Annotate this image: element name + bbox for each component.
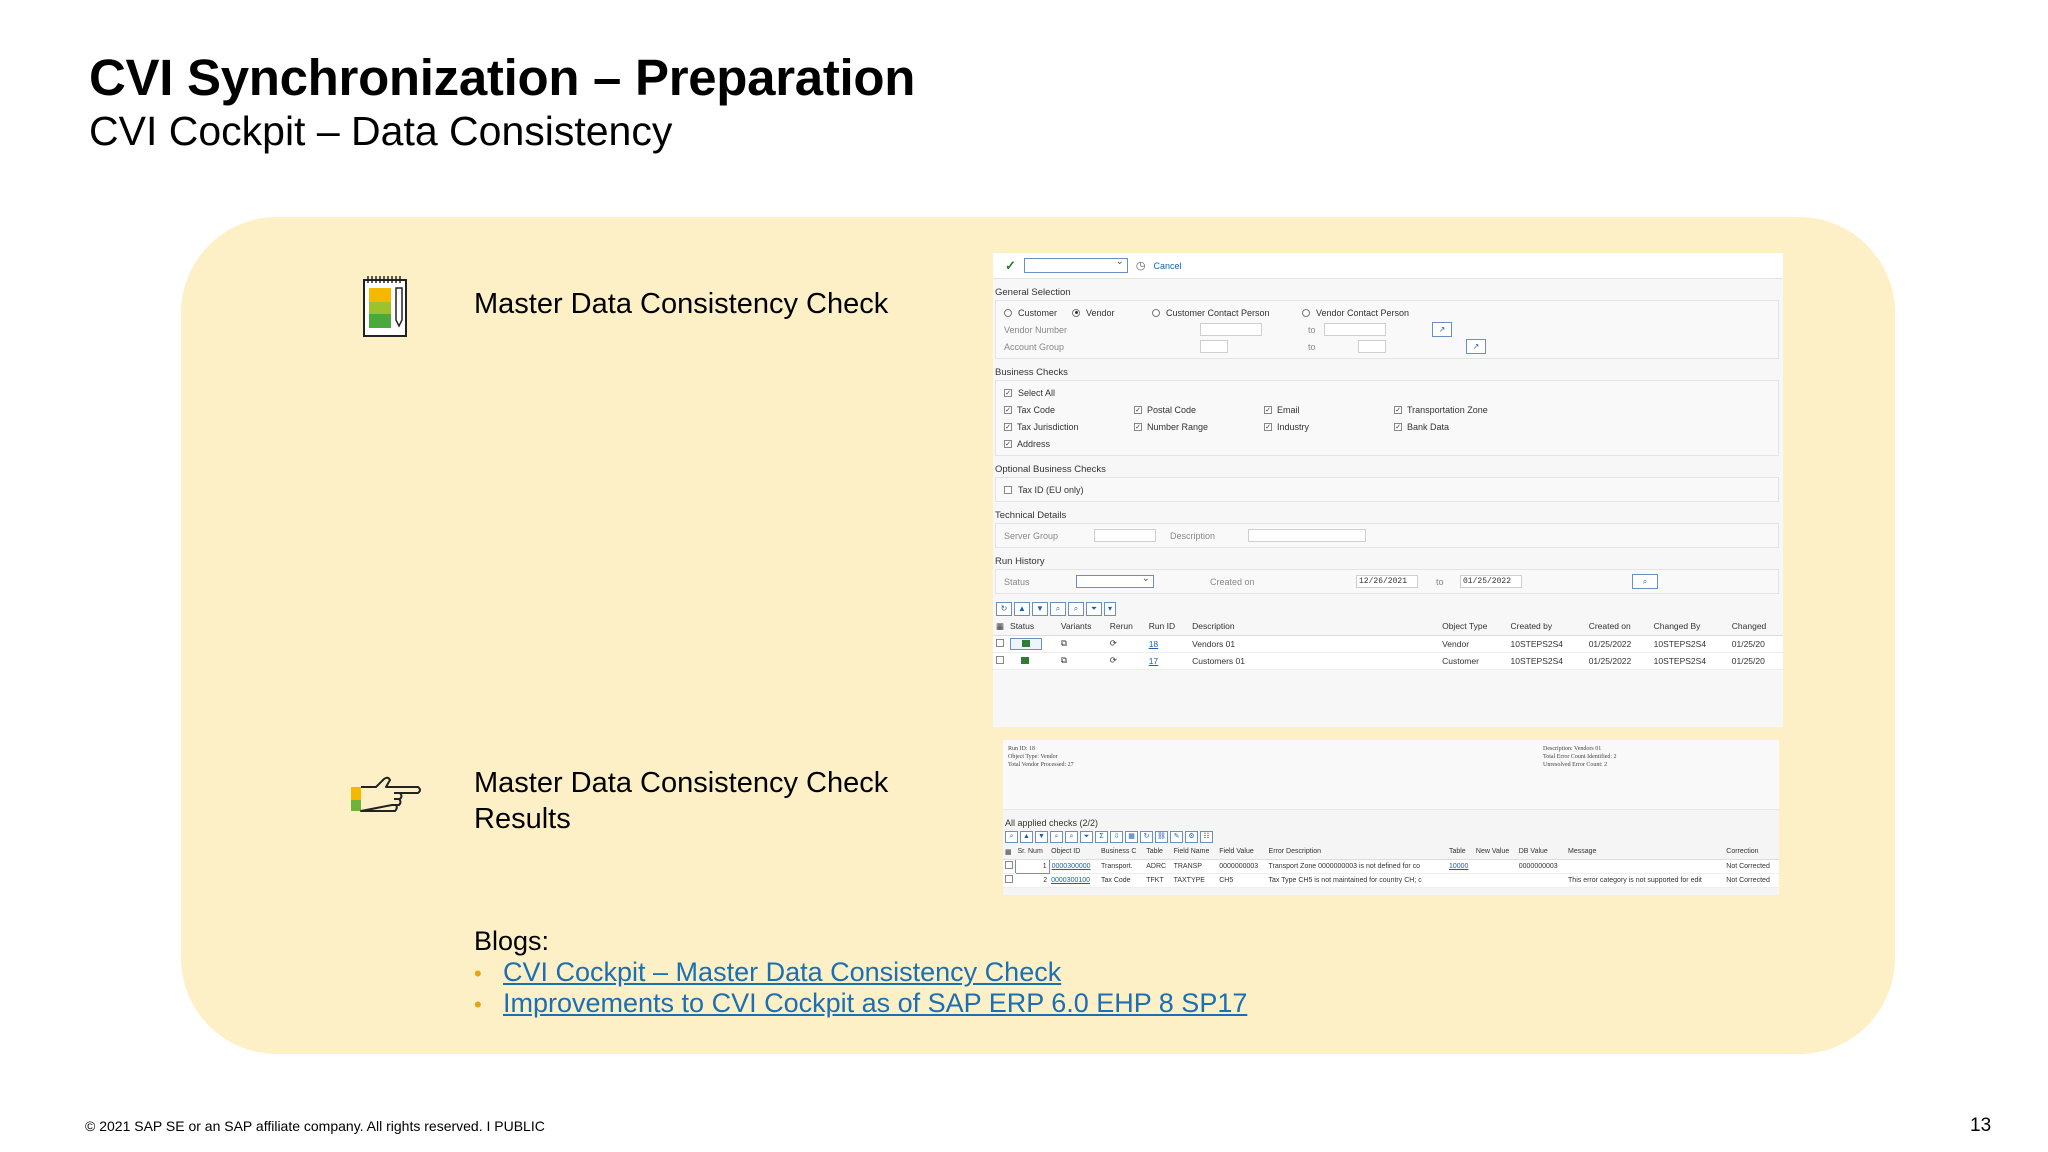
- copyright-footer: © 2021 SAP SE or an SAP affiliate company. All rights reserved. I PUBLIC: [85, 1118, 545, 1134]
- checkbox-number-range[interactable]: ✓: [1135, 423, 1141, 431]
- pointing-hand-icon: [350, 773, 424, 815]
- checkbox-address[interactable]: ✓: [1005, 440, 1011, 448]
- sort-ascending-icon[interactable]: ▲: [1014, 602, 1030, 616]
- vendor-number-label: Vendor Number: [1004, 324, 1068, 335]
- list-item: [474, 957, 1247, 988]
- radio-customer[interactable]: [1004, 309, 1012, 317]
- checkbox-tax-id[interactable]: [1004, 486, 1012, 494]
- sort-descending-icon[interactable]: ▼: [1035, 831, 1048, 843]
- list-item: [474, 988, 1247, 1019]
- table-row[interactable]: 2 0000300100 Tax Code TFKT TAXTYPE CH5 Tax Type CH5 is not maintained for country CH; c This error category is not supported for edit Not Corrected: [1003, 873, 1779, 887]
- run-history-title: Run History: [995, 556, 1045, 567]
- refresh-icon[interactable]: ↻: [1140, 831, 1153, 843]
- rerun-icon[interactable]: ⟳: [1107, 652, 1146, 669]
- technical-details-box: Server Group Description: [995, 523, 1779, 548]
- account-group-label: Account Group: [1004, 341, 1065, 352]
- checkbox-bank-data[interactable]: ✓: [1395, 423, 1401, 431]
- account-group-to[interactable]: [1358, 340, 1386, 353]
- consistency-results-screenshot: [1003, 740, 1779, 895]
- slide-title: CVI Synchronization – Preparation: [89, 49, 916, 106]
- blogs-list: [474, 957, 1247, 1019]
- checkbox-email[interactable]: ✓: [1265, 406, 1271, 414]
- section-label-check: Master Data Consistency Check: [474, 288, 889, 320]
- layout-icon[interactable]: ▦: [1125, 831, 1138, 843]
- variants-icon[interactable]: ⧉: [1058, 635, 1107, 652]
- variants-icon[interactable]: ⧉: [1058, 652, 1107, 669]
- cancel-button[interactable]: Cancel: [1153, 260, 1182, 271]
- slide-subtitle: CVI Cockpit – Data Consistency: [89, 108, 673, 154]
- filter-icon[interactable]: ⏷: [1080, 831, 1093, 843]
- edit-icon[interactable]: ✎: [1170, 831, 1183, 843]
- blogs-section: [474, 926, 1247, 1019]
- search-icon[interactable]: ⌕: [1632, 574, 1658, 589]
- created-from-input[interactable]: 12/26/2021: [1356, 575, 1418, 588]
- business-checks-box: ✓ Select All ✓ Tax Code ✓ Postal Code ✓ Email ✓ Transportation Zone ✓ Tax Jurisdiction ✓ Number Range ✓ Industry ✓ Bank Data ✓ Address: [995, 380, 1779, 456]
- search-icon[interactable]: ⌕: [1050, 831, 1063, 843]
- radio-customer-contact[interactable]: [1152, 309, 1160, 317]
- business-checks-title: Business Checks: [995, 367, 1068, 378]
- run-history-table: ▦ Status Variants Rerun Run ID Description Object Type Created by Created on Changed By Changed ⧉ ⟳ 18 Vendors 01 Vendor 10STEPS2S4 01/25/2022 10STEPS2S4 01/25/20 ⧉ ⟳ 17 Customers 01 Customer 10STEPS2S4 01/25/2022 10STEPS2S4 01/25/20: [993, 618, 1783, 670]
- account-group-from[interactable]: [1200, 340, 1228, 353]
- results-table: ▦ Sr. Num Object ID Business C Table Field Name Field Value Error Description Table New Value DB Value Message Correction 1 0000300000 Transport. ADRC TRANSP 0000000003 Transport Zone 0000000003 is not defined for co 10000 0000000003 Not Corrected 2 0000300100 Tax Code TFKT TAXTYPE CH5 Tax Type CH5 is not maintained for country CH; c This error category is not supported for edit Not Corrected: [1003, 845, 1779, 888]
- variant-dropdown[interactable]: [1024, 258, 1128, 273]
- find-icon[interactable]: ⌕: [1050, 602, 1066, 616]
- find-icon[interactable]: ⌕: [1005, 831, 1018, 843]
- consistency-check-screenshot: [993, 253, 1783, 727]
- table-row[interactable]: 1 0000300000 Transport. ADRC TRANSP 0000000003 Transport Zone 0000000003 is not defined for co 10000 0000000003 Not Corrected: [1003, 859, 1779, 873]
- multiple-selection-icon[interactable]: ↗: [1432, 322, 1452, 337]
- schedule-icon[interactable]: ◷: [1135, 260, 1146, 272]
- blog-link-consistency-check[interactable]: CVI Cockpit – Master Data Consistency Check: [503, 957, 1062, 987]
- optional-checks-box: Tax ID (EU only): [995, 477, 1779, 502]
- grid-icon[interactable]: ☷: [1200, 831, 1213, 843]
- checkbox-industry[interactable]: ✓: [1265, 423, 1271, 431]
- select-all-rows-icon[interactable]: ▦: [1003, 845, 1016, 859]
- checkbox-tax-code[interactable]: ✓: [1005, 406, 1011, 414]
- optional-checks-title: Optional Business Checks: [995, 464, 1106, 475]
- description-input[interactable]: [1248, 529, 1366, 542]
- general-selection-box: Customer Vendor Customer Contact Person Vendor Contact Person Vendor Number to ↗ Account Group to ↗: [995, 300, 1779, 359]
- radio-vendor[interactable]: [1072, 309, 1080, 317]
- page-number: 13: [1970, 1115, 1992, 1136]
- checkbox-select-all[interactable]: ✓: [1005, 389, 1011, 397]
- technical-details-title: Technical Details: [995, 510, 1067, 521]
- server-group-input[interactable]: [1094, 529, 1156, 542]
- checkbox-transportation-zone[interactable]: ✓: [1395, 406, 1401, 414]
- checkbox-tax-jurisdiction[interactable]: ✓: [1005, 423, 1011, 431]
- table-row[interactable]: ⧉ ⟳ 18 Vendors 01 Vendor 10STEPS2S4 01/25/2022 10STEPS2S4 01/25/20: [993, 635, 1783, 652]
- vendor-number-to[interactable]: [1324, 323, 1386, 336]
- blogs-heading: Blogs:: [474, 926, 550, 956]
- status-dropdown[interactable]: [1076, 575, 1154, 588]
- filter-icon[interactable]: ⏷: [1086, 602, 1102, 616]
- search-next-icon[interactable]: ⌕: [1065, 831, 1078, 843]
- refresh-icon[interactable]: ↻: [996, 602, 1012, 616]
- link-icon[interactable]: ⛓: [1155, 831, 1168, 843]
- sum-icon[interactable]: Σ: [1095, 831, 1108, 843]
- select-all-rows-icon[interactable]: ▦: [993, 618, 1007, 635]
- table-toolbar: [993, 594, 1783, 618]
- sap-toolbar: [993, 253, 1783, 279]
- results-toolbar: [1003, 830, 1779, 845]
- execute-check-icon[interactable]: ✓: [1005, 257, 1016, 273]
- rerun-icon[interactable]: ⟳: [1107, 635, 1146, 652]
- results-header: Run ID: 18 Object Type: Vendor Total Vendor Processed: 27 Description: Vendors 01 Total Error Count Identified: 2 Unresolved Error Count: 2: [1003, 740, 1779, 810]
- created-to-input[interactable]: 01/25/2022: [1460, 575, 1522, 588]
- general-selection-title: General Selection: [995, 287, 1071, 298]
- blog-link-improvements[interactable]: Improvements to CVI Cockpit as of SAP ERP 6.0 EHP 8 SP17: [503, 988, 1248, 1018]
- status-green-icon: [1021, 657, 1029, 664]
- vendor-number-from[interactable]: [1200, 323, 1262, 336]
- status-green-icon: [1022, 640, 1030, 647]
- sort-ascending-icon[interactable]: ▲: [1020, 831, 1033, 843]
- checkbox-postal-code[interactable]: ✓: [1135, 406, 1141, 414]
- notepad-icon: [362, 274, 408, 338]
- multiple-selection-icon[interactable]: ↗: [1466, 339, 1486, 354]
- section-label-results: Master Data Consistency Check Results: [474, 767, 889, 835]
- export-icon[interactable]: ⇩: [1110, 831, 1123, 843]
- sort-descending-icon[interactable]: ▼: [1032, 602, 1048, 616]
- find-next-icon[interactable]: ⌕: [1068, 602, 1084, 616]
- settings-icon[interactable]: ⚙: [1185, 831, 1198, 843]
- applied-checks-label: All applied checks (2/2): [1005, 818, 1099, 828]
- run-history-box: Status ⌄ Created on 12/26/2021 to 01/25/2022 ⌕: [995, 569, 1779, 594]
- filter-menu-icon[interactable]: ▾: [1104, 602, 1116, 616]
- radio-vendor-contact[interactable]: [1302, 309, 1310, 317]
- table-row[interactable]: ⧉ ⟳ 17 Customers 01 Customer 10STEPS2S4 01/25/2022 10STEPS2S4 01/25/20: [993, 652, 1783, 669]
